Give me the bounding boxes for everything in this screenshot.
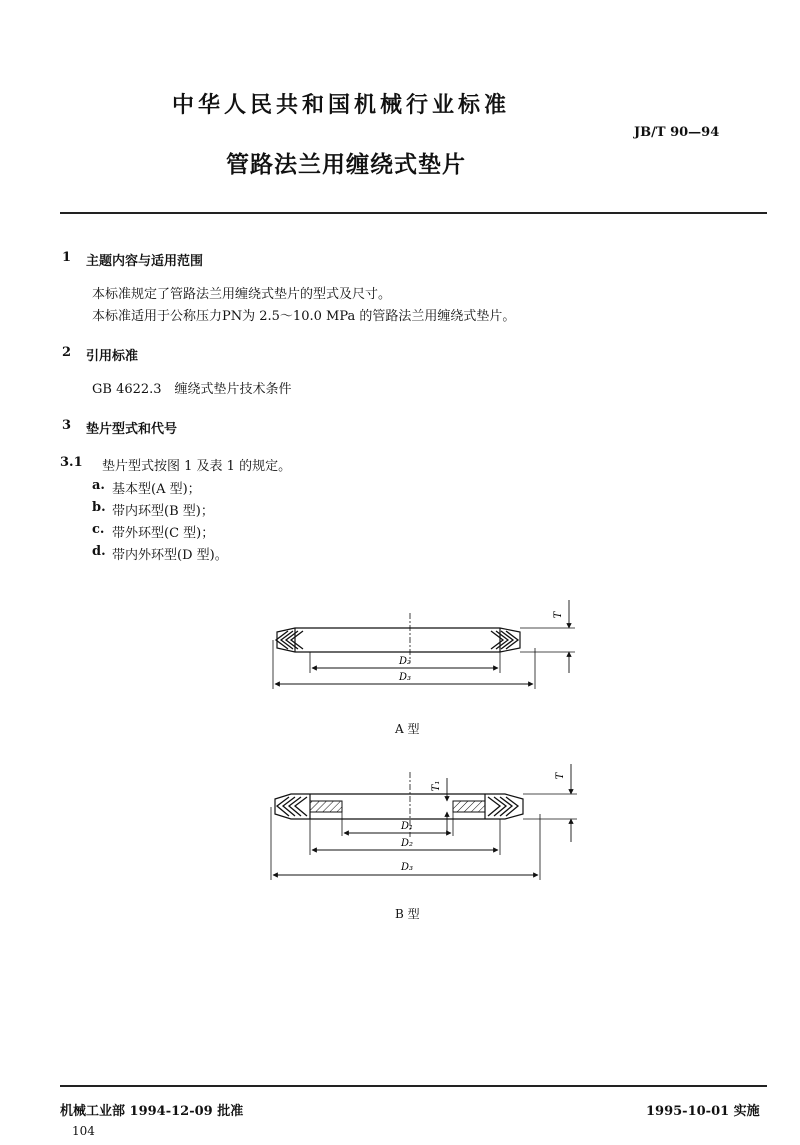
footer-divider <box>60 1085 767 1087</box>
org-title: 中华人民共和国机械行业标准 <box>172 92 511 118</box>
document-title: 管路法兰用缠绕式垫片 <box>226 151 466 178</box>
header-divider <box>60 212 767 214</box>
list-item-text: 带内外环型(D 型)。 <box>112 548 228 563</box>
dim-label-d2: D₂ <box>398 656 412 667</box>
list-item-letter: b. <box>92 500 106 515</box>
effective-date: 1995-10-01 实施 <box>646 1104 760 1119</box>
dim-label-d2: D₂ <box>400 838 414 849</box>
gasket-a-body <box>277 628 520 652</box>
list-item-letter: d. <box>92 544 106 559</box>
inner-ring-right <box>453 801 485 812</box>
figure-b-caption: B 型 <box>395 907 420 921</box>
dim-label-d3: D₃ <box>400 862 414 873</box>
list-item-letter: c. <box>92 522 105 537</box>
section-3-title: 垫片型式和代号 <box>86 422 178 437</box>
section-3-1-number: 3.1 <box>60 455 83 470</box>
inner-ring-left <box>310 801 342 812</box>
winding-right <box>488 797 518 816</box>
dim-label-t: T <box>555 772 566 780</box>
standard-code: JB/T 90—94 <box>634 125 720 140</box>
dim-label-t: T <box>553 611 564 619</box>
winding-left <box>277 797 307 816</box>
section-3-1-text: 垫片型式按图 1 及表 1 的规定。 <box>102 459 292 474</box>
section-2-title: 引用标准 <box>86 349 139 364</box>
section-1-para-1: 本标准规定了管路法兰用缠绕式垫片的型式及尺寸。 <box>92 287 392 302</box>
section-1-number: 1 <box>62 250 72 265</box>
winding-left <box>276 631 303 649</box>
section-2-number: 2 <box>62 345 72 360</box>
list-item-letter: a. <box>92 478 105 493</box>
gasket-type-a-drawing <box>255 585 595 697</box>
list-item-text: 基本型(A 型)； <box>112 482 201 497</box>
dim-label-d3: D₃ <box>398 672 412 683</box>
section-1-para-2: 本标准适用于公称压力PN为 2.5～10.0 MPa 的管路法兰用缠绕式垫片。 <box>92 309 516 324</box>
figure-a-caption: A 型 <box>395 722 420 736</box>
dim-label-t1: T₁ <box>431 780 442 792</box>
page-number: 104 <box>72 1124 95 1138</box>
dim-label-d1: D₁ <box>400 821 414 832</box>
section-3-number: 3 <box>62 418 72 433</box>
gasket-type-b-drawing <box>255 752 595 887</box>
section-1-title: 主题内容与适用范围 <box>86 254 204 269</box>
section-2-reference: GB 4622.3 缠绕式垫片技术条件 <box>92 382 292 397</box>
approval-date: 机械工业部 1994-12-09 批准 <box>60 1104 244 1119</box>
winding-right <box>491 631 518 649</box>
list-item-text: 带外环型(C 型)； <box>112 526 215 541</box>
list-item-text: 带内环型(B 型)； <box>112 504 214 519</box>
